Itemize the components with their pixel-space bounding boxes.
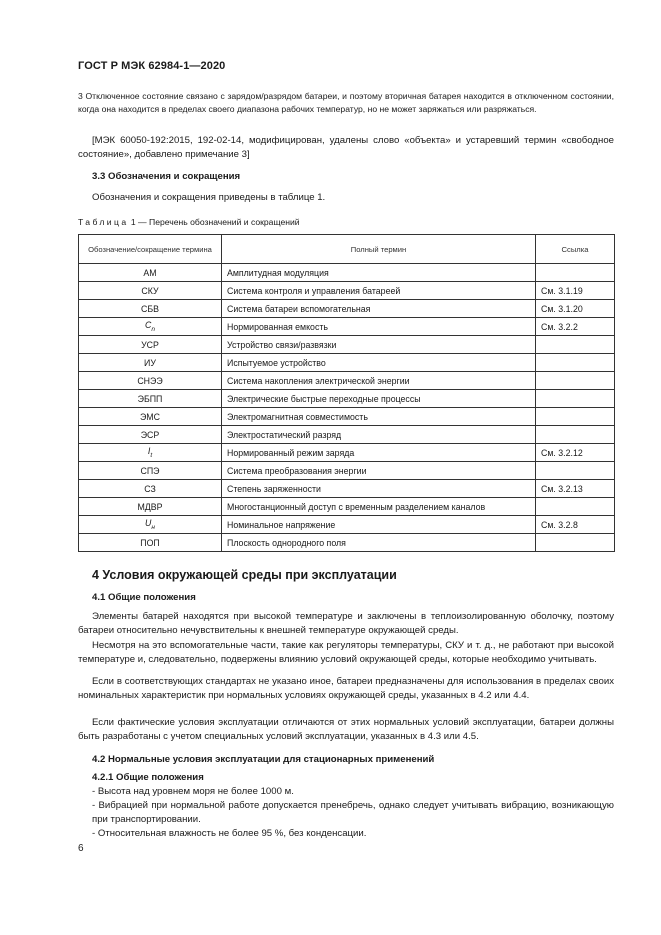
cell-reference	[536, 336, 615, 354]
section-3-3-text: Обозначения и сокращения приведены в таблице 1.	[92, 192, 326, 203]
cell-full-term: Электромагнитная совместимость	[222, 408, 536, 426]
list-item: - Вибрацией при нормальной работе допускается пренебречь, однако следует учитывать вибрацию, возникающую при транспортировании.	[92, 800, 614, 825]
table-row	[79, 300, 615, 318]
abbreviation-text: ПОП	[140, 537, 160, 548]
section-4-1-paragraph-3: Если в соответствующих стандартах не указано иное, батареи предназначены для использования в пределах своих номинальных характеристик при нормальных условиях окружающей среды, указанных в 4.2 или 4.4.	[78, 676, 614, 701]
abbreviation-text: СКУ	[141, 285, 159, 296]
table-caption-title: 1 — Перечень обозначений и сокращений	[128, 217, 300, 227]
cell-abbreviation	[79, 498, 222, 516]
table-row	[79, 498, 615, 516]
table-row	[79, 372, 615, 390]
table-header-row	[79, 235, 615, 264]
cell-full-term: Электрические быстрые переходные процессы	[222, 390, 536, 408]
cell-reference: См. 3.2.8	[536, 516, 615, 534]
table-caption-label: Таблица	[78, 217, 129, 227]
abbreviation-text: U	[145, 518, 152, 529]
cell-abbreviation	[79, 282, 222, 300]
cell-reference: См. 3.1.20	[536, 300, 615, 318]
abbreviation-subscript: n	[151, 325, 155, 333]
cell-full-term: Амплитудная модуляция	[222, 264, 536, 282]
column-header-abbr: Обозначение/сокращение термина	[79, 235, 222, 264]
section-4-1-paragraph-4: Если фактические условия эксплуатации отличаются от этих нормальных условий эксплуатации, батареи должны быть разработаны с учетом специальных условий эксплуатации, указанных в 4.3 или 4.5.	[78, 717, 614, 742]
abbreviation-text: СБВ	[141, 303, 159, 314]
conditions-list	[78, 785, 614, 841]
cell-reference	[536, 354, 615, 372]
cell-full-term: Система батареи вспомогательная	[222, 300, 536, 318]
cell-full-term: Система контроля и управления батареей	[222, 282, 536, 300]
abbreviation-subscript: t	[150, 451, 153, 459]
cell-reference	[536, 264, 615, 282]
cell-full-term: Многостанционный доступ с временным разделением каналов	[222, 498, 536, 516]
table-row	[79, 426, 615, 444]
cell-abbreviation	[79, 516, 222, 534]
cell-full-term: Нормированный режим заряда	[222, 444, 536, 462]
table-row	[79, 354, 615, 372]
cell-full-term: Плоскость однородного поля	[222, 534, 536, 552]
abbreviation-text: ИУ	[144, 357, 156, 368]
table-row	[79, 408, 615, 426]
page-number: 6	[78, 843, 84, 854]
source-reference: [МЭК 60050-192:2015, 192-02-14, модифицирован, удалены слово «объекта» и устаревший термин «свободное состояние», добавлено примечание 3]	[78, 135, 614, 160]
cell-full-term: Устройство связи/развязки	[222, 336, 536, 354]
cell-abbreviation	[79, 462, 222, 480]
note-3: 3 Отключенное состояние связано с зарядом/разрядом батареи, и поэтому вторичная батарея находится в отключенном состоянии, когда она находится в пределах своего диапазона рабочих температур, но не может заряжаться или разряжаться.	[78, 91, 614, 114]
table-row	[79, 318, 615, 336]
cell-full-term: Испытуемое устройство	[222, 354, 536, 372]
section-4-1-paragraph-2: Несмотря на это вспомогательные части, такие как регуляторы температуры, СКУ и т. д., не работают при высокой температуре и, следовательно, подвержены влиянию условий окружающей среды, которые необходимо учитывать.	[78, 640, 614, 665]
cell-reference	[536, 408, 615, 426]
cell-abbreviation	[79, 300, 222, 318]
list-item: - Относительная влажность не более 95 %, без конденсации.	[92, 828, 367, 839]
table-row	[79, 264, 615, 282]
abbreviation-text: УСР	[141, 339, 159, 350]
table-row	[79, 444, 615, 462]
table-caption	[78, 217, 300, 227]
cell-reference	[536, 462, 615, 480]
abbreviation-text: C	[145, 320, 152, 331]
cell-abbreviation	[79, 336, 222, 354]
list-item: - Высота над уровнем моря не более 1000 м.	[92, 786, 294, 797]
cell-abbreviation	[79, 534, 222, 552]
cell-reference: См. 3.2.13	[536, 480, 615, 498]
cell-reference	[536, 426, 615, 444]
cell-reference: См. 3.2.12	[536, 444, 615, 462]
cell-abbreviation	[79, 426, 222, 444]
section-4-heading: 4 Условия окружающей среды при эксплуатации	[92, 568, 397, 582]
cell-abbreviation	[79, 354, 222, 372]
cell-full-term: Номинальное напряжение	[222, 516, 536, 534]
section-4-2-heading: 4.2 Нормальные условия эксплуатации для стационарных применений	[92, 754, 435, 765]
cell-abbreviation	[79, 444, 222, 462]
cell-full-term: Нормированная емкость	[222, 318, 536, 336]
abbreviation-text: СНЭЭ	[137, 375, 163, 386]
abbreviation-text: СПЭ	[140, 465, 160, 476]
table-row	[79, 336, 615, 354]
standard-header: ГОСТ Р МЭК 62984-1—2020	[78, 60, 226, 72]
cell-abbreviation	[79, 480, 222, 498]
table-row	[79, 516, 615, 534]
abbreviation-text: ЭСР	[140, 429, 160, 440]
table-row	[79, 462, 615, 480]
abbreviation-text: СЗ	[144, 483, 156, 494]
table-row	[79, 390, 615, 408]
section-4-1-paragraph-1: Элементы батарей находятся при высокой температуре и заключены в теплоизолированную оболочку, поэтому батареи относительно нечувствительны к внешней температуре окружающей среды.	[78, 611, 614, 636]
section-4-2-1-heading: 4.2.1 Общие положения	[92, 772, 204, 783]
column-header-ref: Ссылка	[536, 235, 615, 264]
section-4-1-heading: 4.1 Общие положения	[92, 592, 196, 603]
abbreviations-table	[78, 234, 615, 552]
column-header-term: Полный термин	[222, 235, 536, 264]
cell-abbreviation	[79, 318, 222, 336]
abbreviation-text: МДВР	[137, 501, 163, 512]
abbreviation-text: ЭБПП	[137, 393, 163, 404]
abbreviation-subscript: н	[151, 523, 155, 531]
cell-abbreviation	[79, 390, 222, 408]
cell-reference	[536, 498, 615, 516]
cell-abbreviation	[79, 372, 222, 390]
abbreviation-text: ЭМС	[139, 411, 160, 422]
cell-full-term: Система преобразования энергии	[222, 462, 536, 480]
table-row	[79, 480, 615, 498]
cell-full-term: Электростатический разряд	[222, 426, 536, 444]
cell-full-term: Система накопления электрической энергии	[222, 372, 536, 390]
table-row	[79, 534, 615, 552]
abbreviation-text: АМ	[143, 267, 157, 278]
cell-reference	[536, 390, 615, 408]
cell-reference	[536, 372, 615, 390]
abbreviation-text: I	[147, 446, 151, 457]
cell-abbreviation	[79, 264, 222, 282]
cell-full-term: Степень заряженности	[222, 480, 536, 498]
cell-reference: См. 3.2.2	[536, 318, 615, 336]
cell-reference: См. 3.1.19	[536, 282, 615, 300]
section-3-3-heading: 3.3 Обозначения и сокращения	[92, 171, 241, 182]
cell-reference	[536, 534, 615, 552]
table-row	[79, 282, 615, 300]
cell-abbreviation	[79, 408, 222, 426]
